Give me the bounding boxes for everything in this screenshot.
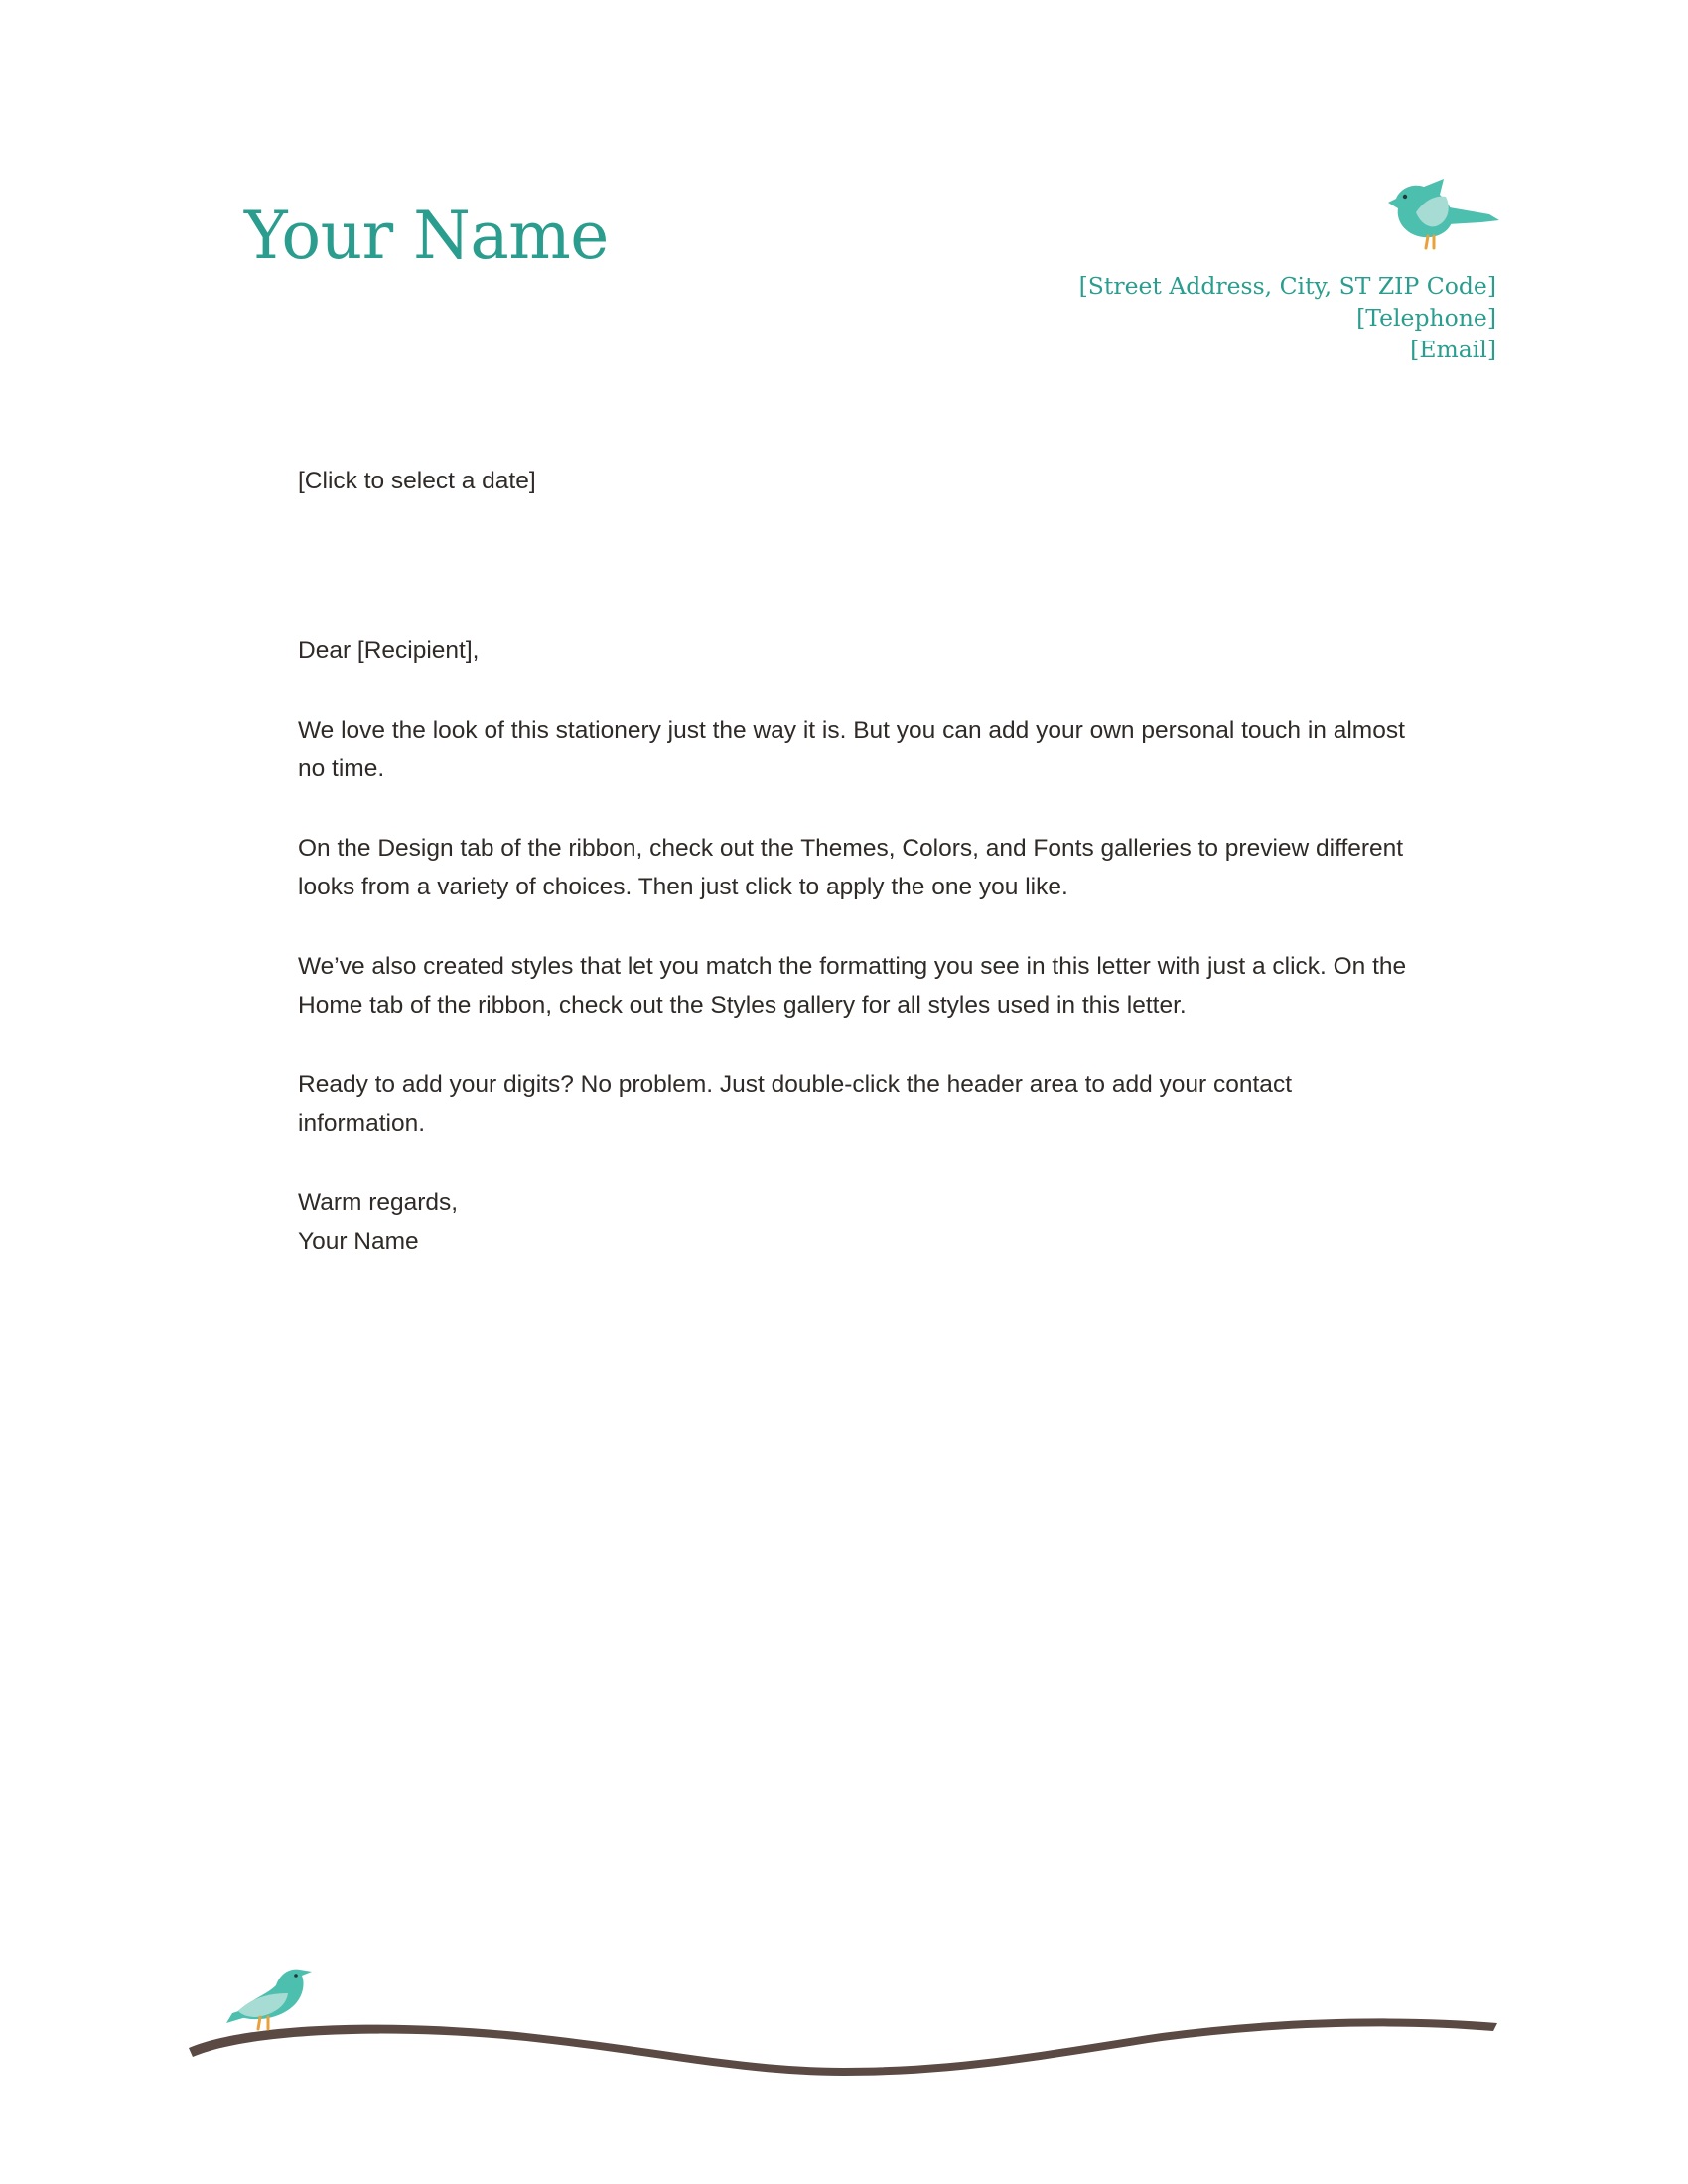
bird-icon [226,1970,312,2029]
email-field[interactable]: [Email] [1410,336,1496,363]
telephone-field[interactable]: [Telephone] [1356,304,1496,332]
salutation[interactable]: Dear [Recipient], [298,637,480,664]
footer-decoration [189,1936,1499,2085]
date-picker-field[interactable]: [Click to select a date] [298,468,536,494]
letter-body [298,462,1410,1261]
sender-name-heading[interactable]: Your Name [244,198,609,274]
closing-block [298,1183,1410,1261]
signature-name[interactable]: Your Name [298,1228,419,1255]
body-paragraph[interactable]: Ready to add your digits? No problem. Just double-click the header area to add your contact information. [298,1071,1292,1137]
street-address-field[interactable]: [Street Address, City, ST ZIP Code] [1078,272,1496,300]
body-paragraph[interactable]: We’ve also created styles that let you match the formatting you see in this letter with just a click. On the Home tab of the ribbon, check out the Styles gallery for all styles used in this letter. [298,953,1407,1019]
contact-info [1079,270,1496,365]
bird-icon [1378,169,1501,256]
branch-icon [189,2018,1497,2076]
body-paragraph[interactable]: We love the look of this stationery just the way it is. But you can add your own personal touch in almost no time. [298,717,1405,782]
body-paragraph[interactable]: On the Design tab of the ribbon, check out the Themes, Colors, and Fonts galleries to preview different looks from a variety of choices. Then just click to apply the one you like. [298,835,1404,900]
closing[interactable]: Warm regards, [298,1189,459,1216]
